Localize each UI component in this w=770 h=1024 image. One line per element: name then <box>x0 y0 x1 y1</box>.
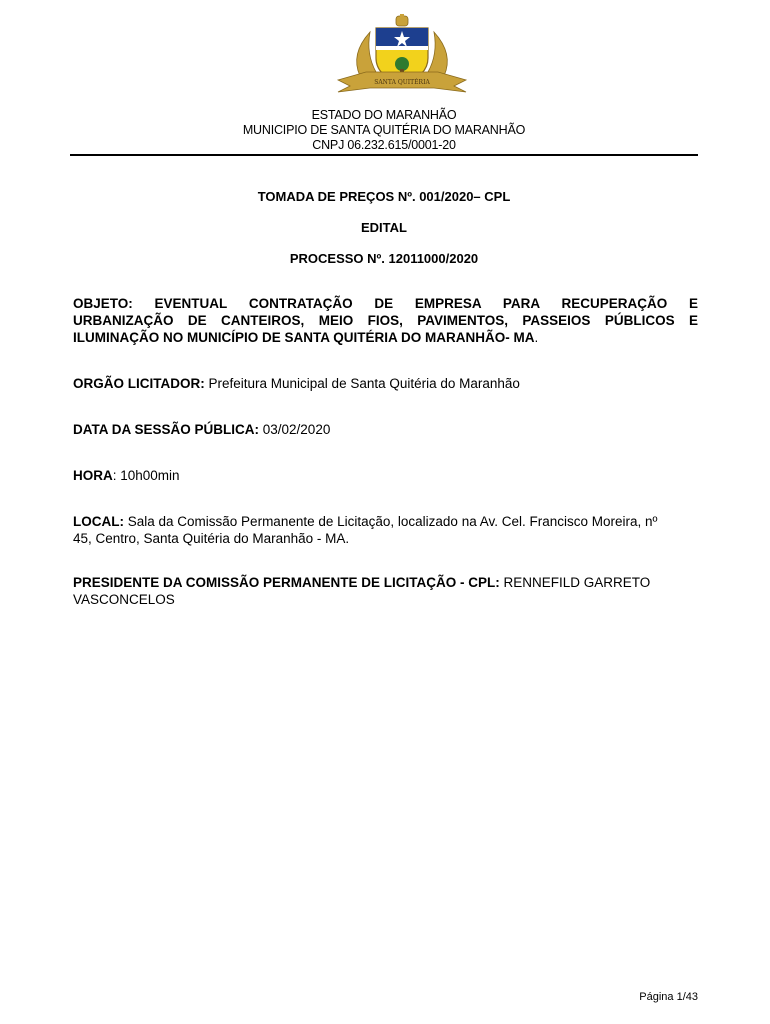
data-sessao <box>73 421 698 438</box>
local-line-2: 45, Centro, Santa Quitéria do Maranhão - MA. <box>73 531 350 546</box>
presidente-line-1 <box>73 574 698 591</box>
crest-ribbon-text: SANTA QUITÉRIA <box>374 79 430 86</box>
objeto-paragraph <box>73 295 698 346</box>
hora <box>73 467 698 484</box>
header-divider <box>70 154 698 156</box>
presidente-label: PRESIDENTE DA COMISSÃO PERMANENTE DE LICITAÇÃO - CPL: <box>73 575 500 590</box>
objeto-line-2: URBANIZAÇÃO DE CANTEIROS, MEIO FIOS, PAVIMENTOS, PASSEIOS PÚBLICOS E <box>73 313 698 328</box>
hora-label: HORA <box>73 468 113 483</box>
header-municipality: MUNICIPIO DE SANTA QUITÉRIA DO MARANHÃO <box>242 123 526 137</box>
edital-title: EDITAL <box>361 220 407 235</box>
orgao-label: ORGÃO LICITADOR: <box>73 376 205 391</box>
header-cnpj: CNPJ 06.232.615/0001-20 <box>312 138 456 152</box>
orgao-licitador <box>73 375 698 392</box>
data-sessao-value: 03/02/2020 <box>259 422 331 437</box>
presidente-name-1: RENNEFILD GARRETO <box>499 575 651 590</box>
tender-title: TOMADA DE PREÇOS Nº. 001/2020– CPL <box>257 189 511 204</box>
local-text-1: Sala da Comissão Permanente de Licitação, localizado na Av. Cel. Francisco Moreira, nº <box>124 514 658 529</box>
data-sessao-label: DATA DA SESSÃO PÚBLICA: <box>73 422 260 437</box>
local <box>73 513 698 547</box>
orgao-value: Prefeitura Municipal de Santa Quitéria do Maranhão <box>204 376 520 391</box>
presidente-line-2: VASCONCELOS <box>73 592 175 607</box>
page-number: Página 1/43 <box>639 991 698 1003</box>
objeto-line-3 <box>73 329 698 346</box>
objeto-line-1: OBJETO: EVENTUAL CONTRATAÇÃO DE EMPRESA PARA RECUPERAÇÃO E <box>73 296 698 311</box>
municipal-crest-logo <box>330 14 474 94</box>
local-line-1 <box>73 513 698 530</box>
header-state: ESTADO DO MARANHÃO <box>311 108 457 122</box>
process-number: PROCESSO Nº. 12011000/2020 <box>289 251 479 266</box>
local-label: LOCAL: <box>73 514 124 529</box>
hora-value: : 10h00min <box>112 468 180 483</box>
objeto-end: . <box>534 330 539 345</box>
presidente <box>73 574 698 608</box>
objeto-line-3-text: ILUMINAÇÃO NO MUNICÍPIO DE SANTA QUITÉRIA DO MARANHÃO- MA <box>73 330 535 345</box>
